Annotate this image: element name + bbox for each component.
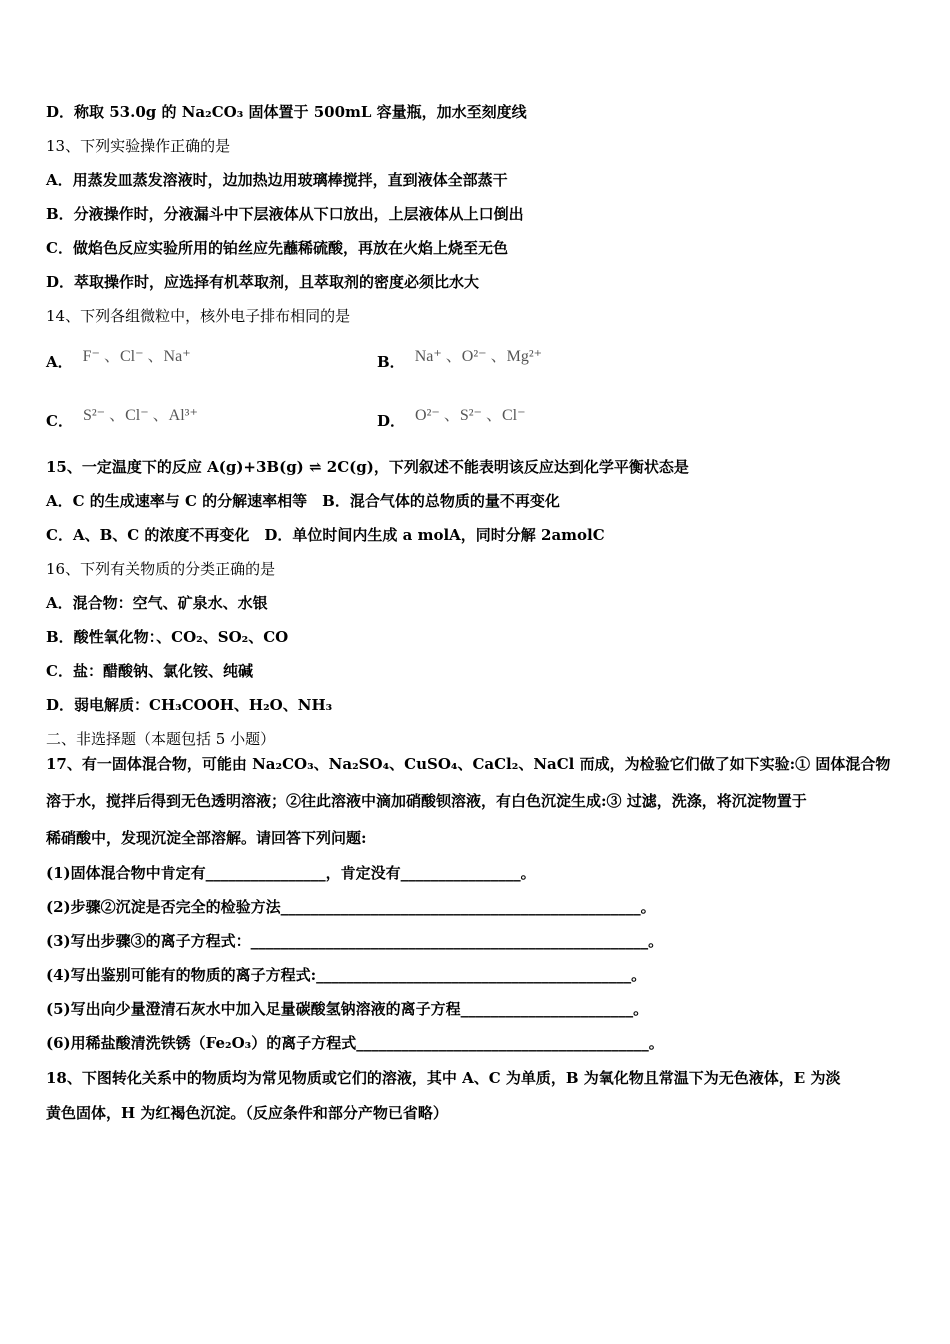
q17-part-5: (5)写出向少量澄清石灰水中加入足量碳酸氢钠溶液的离子方程_______________________。 [46, 1000, 649, 1018]
q15-stem: 15、一定温度下的反应 A(g)+3B(g) ⇌ 2C(g)，下列叙述不能表明该反应达到化学平衡状态是 [46, 458, 689, 476]
q12-option-d: D．称取 53.0g 的 Na₂CO₃ 固体置于 500mL 容量瓶，加水至刻度线 [46, 103, 527, 121]
section-heading: 二、非选择题（本题包括 5 小题） [46, 730, 276, 748]
q14-option-a [46, 348, 191, 373]
q16-option-b: B．酸性氧化物：、CO₂、SO₂、CO [46, 628, 289, 646]
q13-option-c: C．做焰色反应实验所用的铂丝应先蘸稀硫酸，再放在火焰上烧至无色 [46, 239, 508, 257]
q18-line-1: 18、下图转化关系中的物质均为常见物质或它们的溶液，其中 A、C 为单质，B 为氧化物且常温下为无色液体，E 为淡 [46, 1069, 841, 1087]
q17-part-6: (6)用稀盐酸清洗铁锈（Fe₂O₃）的离子方程式_______________________________________。 [46, 1034, 664, 1052]
option-label: D． [377, 412, 406, 430]
q17-part-4: (4)写出鉴别可能有的物质的离子方程式:__________________________________________。 [46, 966, 647, 984]
q17-part-1: (1)固体混合物中肯定有________________，肯定没有________________。 [46, 864, 536, 882]
option-ions: O²⁻ 、S²⁻ 、Cl⁻ [415, 407, 526, 424]
q16-option-a: A．混合物：空气、矿泉水、水银 [46, 594, 268, 612]
q17-line-1: 17、有一固体混合物，可能由 Na₂CO₃、Na₂SO₄、CuSO₄、CaCl₂、NaCl 而成，为检验它们做了如下实验:① 固体混合物 [46, 755, 891, 773]
q15-options-cd: C．A、B、C 的浓度不再变化 D．单位时间内生成 a molA，同时分解 2amolC [46, 526, 605, 544]
q13-stem: 13、下列实验操作正确的是 [46, 137, 231, 155]
q17-part-3: (3)写出步骤③的离子方程式：_____________________________________________________。 [46, 932, 664, 950]
q14-option-b [377, 348, 543, 373]
q16-option-c: C．盐：醋酸钠、氯化铵、纯碱 [46, 662, 253, 680]
option-label: A． [46, 353, 73, 371]
option-label: C． [46, 412, 73, 430]
q13-option-b: B．分液操作时，分液漏斗中下层液体从下口放出，上层液体从上口倒出 [46, 205, 524, 223]
q16-stem: 16、下列有关物质的分类正确的是 [46, 560, 276, 578]
q17-part-2: (2)步骤②沉淀是否完全的检验方法________________________________________________。 [46, 898, 656, 916]
q14-option-d [377, 407, 526, 432]
option-ions: F⁻ 、Cl⁻ 、Na⁺ [82, 348, 191, 365]
q18-line-2: 黄色固体，H 为红褐色沉淀。（反应条件和部分产物已省略） [46, 1104, 448, 1122]
q15-options-ab: A．C 的生成速率与 C 的分解速率相等 B．混合气体的总物质的量不再变化 [46, 492, 560, 510]
option-ions: Na⁺ 、O²⁻ 、Mg²⁺ [414, 348, 543, 365]
q17-line-3: 稀硝酸中，发现沉淀全部溶解。请回答下列问题: [46, 829, 367, 847]
q17-line-2: 溶于水，搅拌后得到无色透明溶液；②往此溶液中滴加硝酸钡溶液，有白色沉淀生成:③ 过滤，洗涤，将沉淀物置于 [46, 792, 807, 810]
q14-stem: 14、下列各组微粒中，核外电子排布相同的是 [46, 307, 351, 325]
option-label: B． [377, 353, 405, 371]
q14-option-c [46, 407, 198, 432]
option-ions: S²⁻ 、Cl⁻ 、Al³⁺ [82, 407, 198, 424]
q13-option-a: A．用蒸发皿蒸发溶液时，边加热边用玻璃棒搅拌，直到液体全部蒸干 [46, 171, 508, 189]
q13-option-d: D．萃取操作时，应选择有机萃取剂，且萃取剂的密度必须比水大 [46, 273, 480, 291]
q16-option-d: D．弱电解质：CH₃COOH、H₂O、NH₃ [46, 696, 333, 714]
